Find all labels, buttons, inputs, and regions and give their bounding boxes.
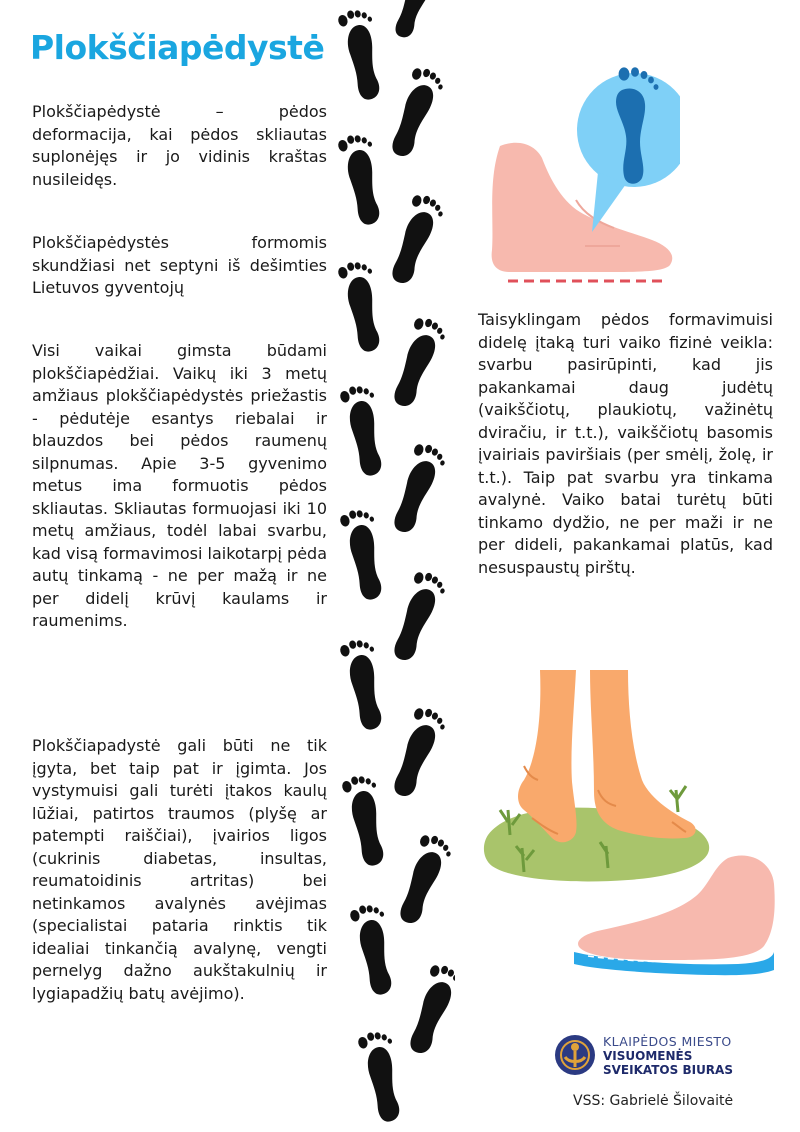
page-title: Plokščiapėdystė <box>30 28 325 67</box>
paragraph-definition: Plokščiapėdystė – pėdos deformacija, kai pėdos skliautas suplonėjęs ir jo vidinis kraštas nusileidęs. <box>32 102 327 189</box>
barefoot-grass-insole-icon <box>478 670 778 980</box>
paragraph-prevalence: Plokščiapėdystės formomis skundžiasi net septyni iš dešimties Lietuvos gyventojų <box>32 233 327 297</box>
logo-line-1: KLAIPĖDOS MIESTO <box>603 1034 732 1049</box>
paragraph-prevention: Taisyklingam pėdos formavimuisi didelę įtaką turi vaiko fizinė veikla: svarbu pasirūpinti, kad jis pakankamai daug judėtų (vaikščiotų, plaukiotų, važinėtų dviračiu, ir t.t.), vaikščiotų basomis įvairiais paviršiais (per smėlį, žolę, ir t.t.). Taip pat svarbu yra tinkama avalynė. Vaiko batai turėtų būti tinkamo dydžio, ne per maži ir ne per dideli, pakankamai platūs, kad nesuspaustų pirštų. <box>478 310 773 577</box>
paragraph-causes: Plokščiapadystė gali būti ne tik įgyta, bet taip pat ir įgimta. Jos vystymuisi gali turėti įtakos kaulų lūžiai, patirtos traumos (plyšę ar patempti raiščiai), įvairios ligos (cukrinis diabetas, insultas, reumatoidinis artritas) bei netinkamos avalynės avėjimas (specialistai pataria rinktis tik idealiai tinkančią avalynę, vengti pernelyg dažno aukštakulnių ir lygiapadžių batų avėjimo). <box>32 736 327 1003</box>
paragraph-children: Visi vaikai gimsta būdami plokščiapėdžiai. Vaikų iki 3 metų amžiaus plokščiapėdystės priežastis - pėdutėje esantys riebalai ir blauzdos bei pėdos raumenų silpnumas. Apie 3-5 gyvenimo metus ima formuotis pėdos skliautas. Skliautas formuojasi iki 10 metų amžiaus, todėl labai svarbu, kad visą formavimosi laikotarpį pėda autų tinkamą - ne per mažą ir ne per didelį krūvį kaulams ir raumenims. <box>32 341 327 630</box>
flat-foot-bubble-icon <box>480 50 680 290</box>
author-credit: VSS: Gabrielė Šilovaitė <box>573 1093 734 1109</box>
footprints-trail-icon <box>335 0 455 1132</box>
health-bureau-logo <box>553 1033 753 1083</box>
health-bureau-logo-icon <box>553 1033 597 1077</box>
logo-line-2: VISUOMENĖS <box>603 1049 693 1063</box>
logo-line-3: SVEIKATOS BIURAS <box>603 1063 733 1077</box>
